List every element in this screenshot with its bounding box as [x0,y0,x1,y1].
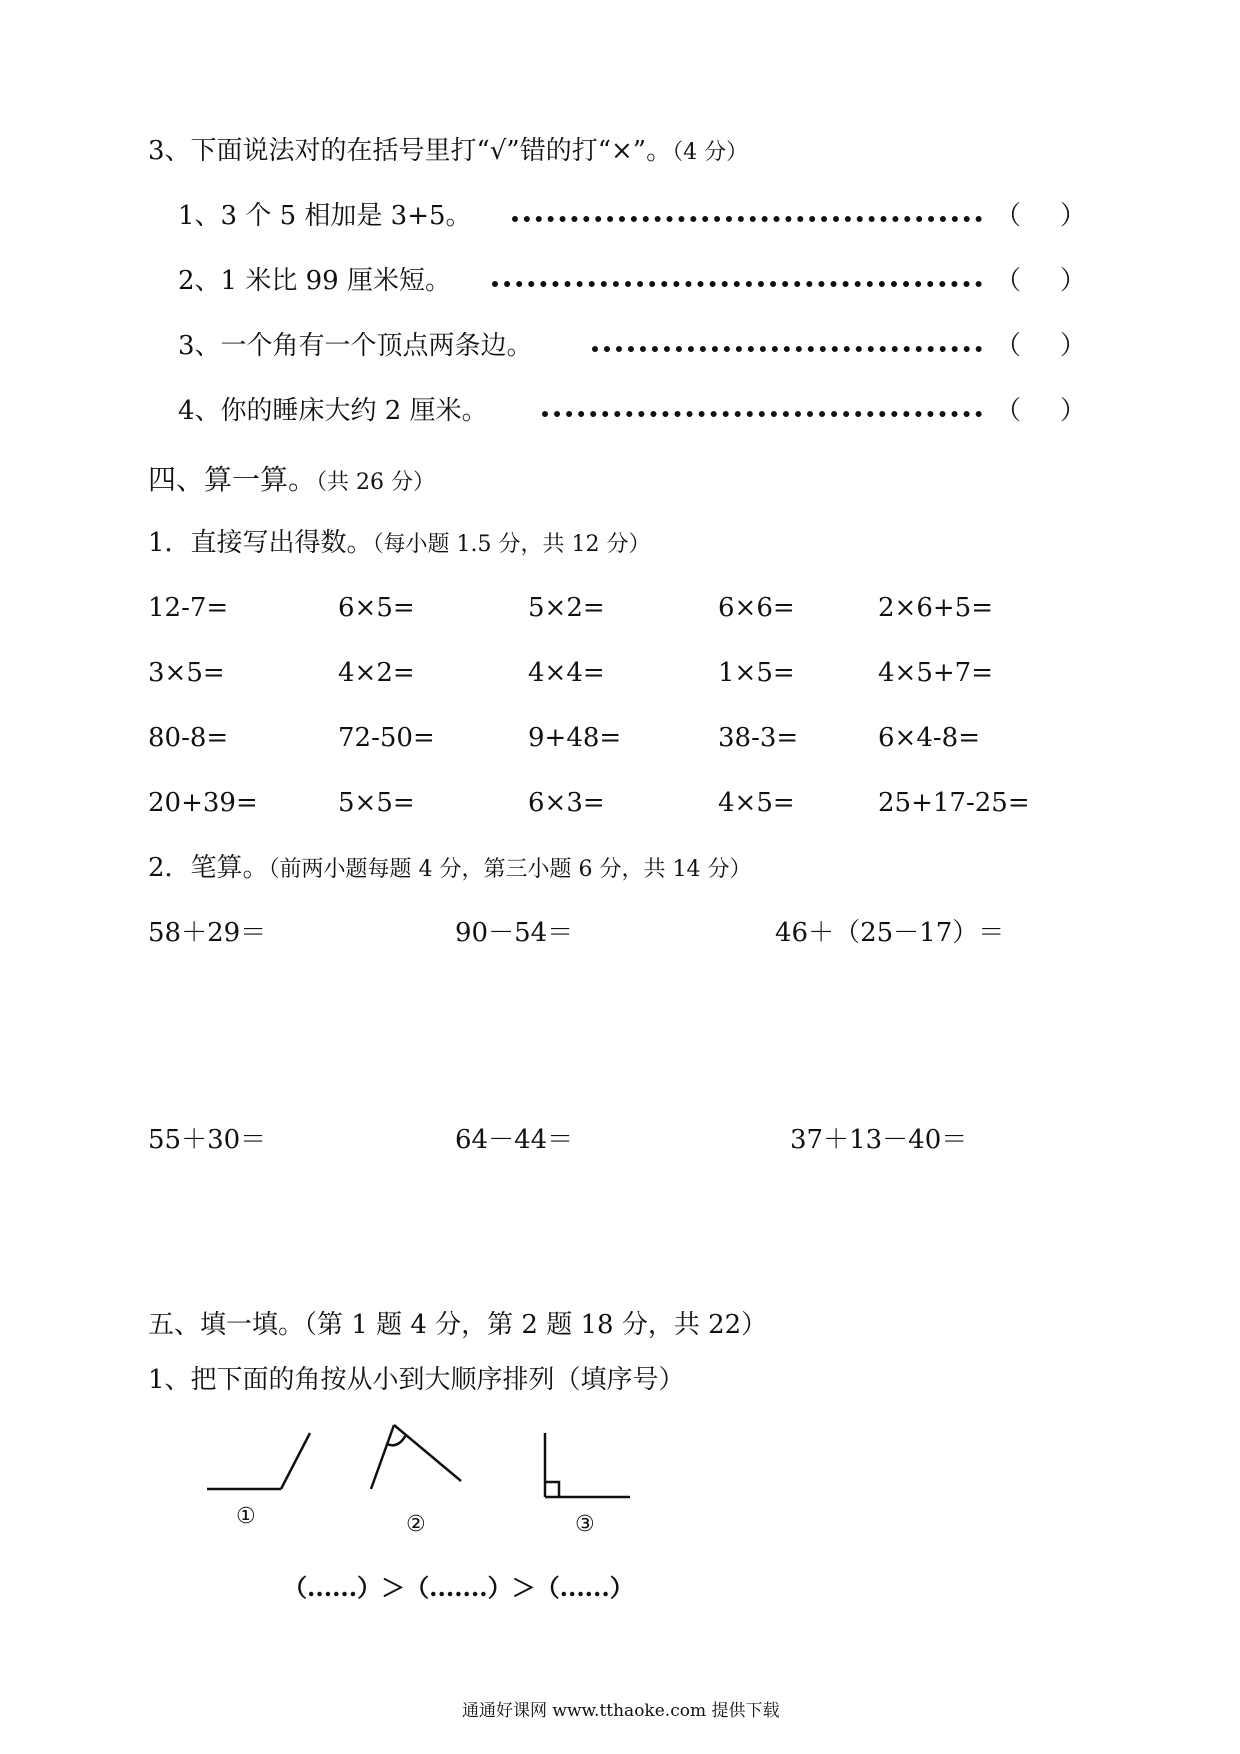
problem: 72-50= [338,723,435,753]
judgement-text: 2、1 米比 99 厘米短。 [178,266,451,296]
problem: 4×5+7= [878,658,993,688]
problem: 1×5= [718,658,795,688]
judgement-text: 3、一个角有一个顶点两条边。 [178,331,533,361]
problem: 38-3= [718,723,799,753]
answer-paren-open[interactable]: （ [995,396,1022,426]
answer-paren-close: ） [1060,396,1087,426]
angle-label-2: ② [406,1512,426,1537]
angle-order-question: 1、把下面的角按从小到大顺序排列（填序号） [148,1365,685,1395]
judgement-text: 1、3 个 5 相加是 3+5。 [178,201,472,231]
angle-3-figure [545,1433,630,1497]
problem: 46＋（25－17）＝ [775,918,1005,948]
problem: 58＋29＝ [148,918,267,948]
answer-paren-open[interactable]: （ [995,201,1022,231]
footer-credit: 通通好课网 www.tthaoke.com 提供下载 [462,1701,780,1721]
problem: 5×5= [338,788,415,818]
problem: 5×2= [528,593,605,623]
problem: 6×6= [718,593,795,623]
section5-heading: 五、填一填。（第 1 题 4 分，第 2 题 18 分，共 22） [148,1310,768,1340]
problem: 20+39= [148,788,258,818]
problem: 55＋30＝ [148,1125,267,1155]
problem: 6×4-8= [878,723,980,753]
angle-1-figure [207,1433,310,1489]
problem: 4×4= [528,658,605,688]
problem: 2×6+5= [878,593,993,623]
problem: 9+48= [528,723,622,753]
answer-paren-close: ） [1060,201,1087,231]
problem: 12-7= [148,593,229,623]
problem: 37＋13－40＝ [790,1125,968,1155]
section4-heading: 四、算一算。（共 26 分） [148,463,435,496]
problem: 90－54＝ [455,918,574,948]
problem: 80-8= [148,723,229,753]
answer-paren-close: ） [1060,331,1087,361]
problem: 4×5= [718,788,795,818]
answer-paren-close: ） [1060,266,1087,296]
answer-paren-open[interactable]: （ [995,331,1022,361]
problem: 6×3= [528,788,605,818]
section3-heading: 3、下面说法对的在括号里打“√”错的打“×”。（4 分） [148,136,749,166]
problem: 4×2= [338,658,415,688]
angle-label-1: ① [236,1504,256,1529]
part2-title: 2．笔算。（前两小题每题 4 分，第三小题 6 分，共 14 分） [148,853,752,883]
part1-title: 1．直接写出得数。（每小题 1.5 分，共 12 分） [148,528,651,558]
answer-paren-open[interactable]: （ [995,266,1022,296]
angle-label-3: ③ [575,1512,595,1537]
judgement-text: 4、你的睡床大约 2 厘米。 [178,396,488,426]
problem: 3×5= [148,658,225,688]
angle-2-figure [371,1425,461,1489]
problem: 25+17-25= [878,788,1030,818]
problem: 6×5= [338,593,415,623]
problem: 64－44＝ [455,1125,574,1155]
angle-order-answer[interactable]: （......）＞（.......）＞（......） [283,1573,634,1602]
